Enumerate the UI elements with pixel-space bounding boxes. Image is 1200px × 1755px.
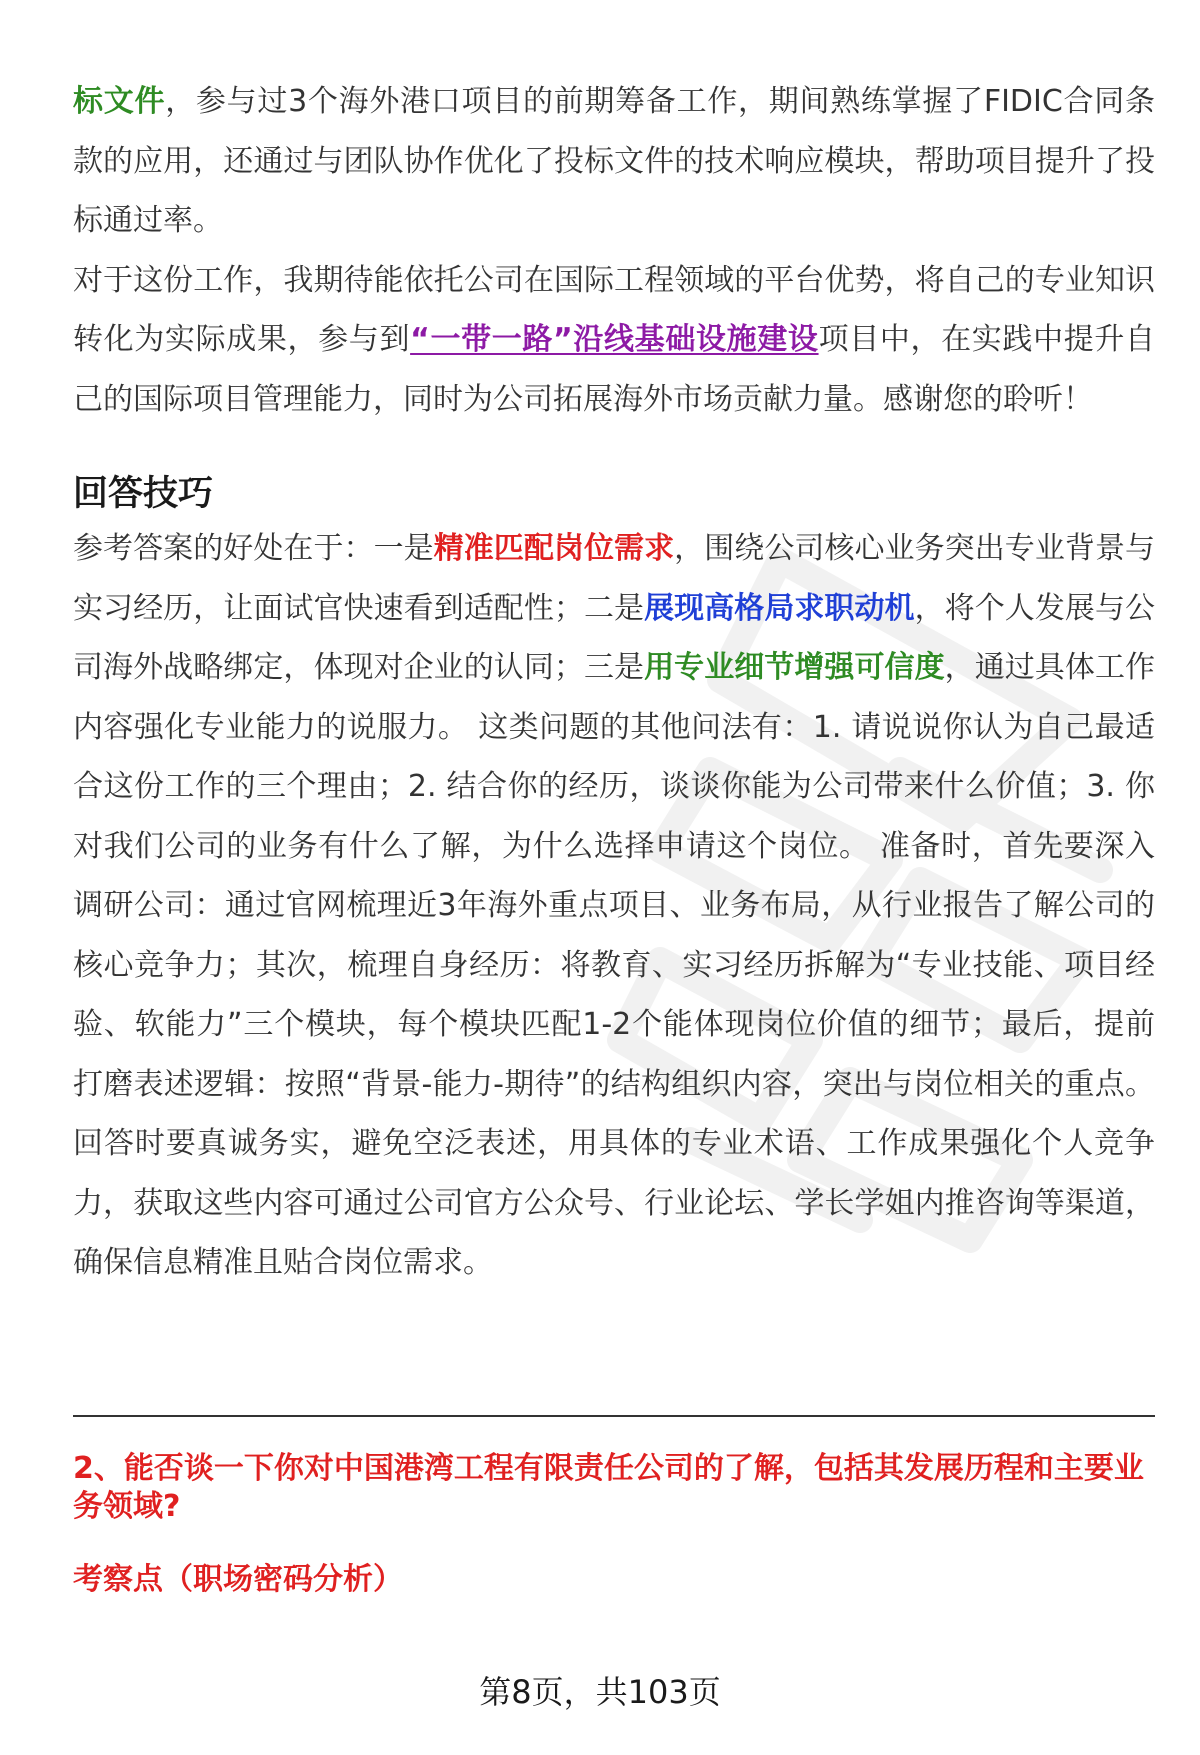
question-2-heading: 2、能否谈一下你对中国港湾工程有限责任公司的了解，包括其发展历程和主要业务领域? — [73, 1451, 1144, 1524]
paragraph-3-text-3: ，将个人发展与公司海外战略绑定，体现对企业的认同；三是 — [73, 590, 1156, 685]
main-content — [73, 72, 1155, 1293]
highlight-match-job: 精准匹配岗位需求 — [433, 531, 675, 566]
highlight-belt-and-road: “一带一路”沿线基础设施建设 — [410, 322, 819, 357]
highlight-bid-document: 标文件 — [73, 84, 166, 119]
paragraph-2-text-before: 对于这份工作，我期待能依托公司在国际工程领域的平台优势，将自己的专业知识转化为实际成果，参与到 — [73, 262, 1155, 357]
paragraph-3-text-1: 参考答案的好处在于：一是 — [73, 531, 434, 566]
section-divider — [73, 1415, 1155, 1417]
page-number-footer: 第8页，共103页 — [479, 1673, 721, 1711]
paragraph-2 — [73, 251, 1155, 430]
highlight-credibility: 用专业细节增强可信度 — [644, 650, 945, 685]
paragraph-3-text-2: ，围绕公司核心业务突出专业背景与实习经历，让面试官快速看到适配性；二是 — [73, 531, 1156, 626]
paragraph-3 — [73, 519, 1155, 1293]
paragraph-1-text: ，参与过3个海外港口项目的前期筹备工作，期间熟练掌握了FIDIC合同条款的应用，还通过与团队协作优化了投标文件的技术响应模块，帮助项目提升了投标通过率。 — [73, 84, 1156, 238]
paragraph-2-text-after: 项目中，在实践中提升自己的国际项目管理能力，同时为公司拓展海外市场贡献力量。感谢您的聆听！ — [73, 322, 1156, 417]
paragraph-3-text-4: ，通过具体工作内容强化专业能力的说服力。 这类问题的其他问法有：1. 请说说你认为自己最适合这份工作的三个理由；2. 结合你的经历，谈谈你能为公司带来什么价值；3. 你对我们公司的业务有什么了解，为什么选择申请这个岗位。 准备时，首先要深入调研公司：通过官网梳理近3年海外重点项目、业务布局，从行业报告了解公司的核心竞争力；其次，梳理自身经历：将教育、实习经历拆解为“专业技能、项目经验、软能力”三个模块，每个模块匹配1-2个能体现岗位价值的细节；最后，提前打磨表述逻辑：按照“背景-能力-期待”的结构组织内容，突出与岗位相关的重点。回答时要真诚务实，避免空泛表述，用具体的专业术语、工作成果强化个人竞争力，获取这些内容可通过公司官方公众号、行业论坛、学长学姐内推咨询等渠道，确保信息精准且贴合岗位需求。 — [73, 650, 1156, 1280]
assessment-point-heading: 考察点（职场密码分析） — [73, 1562, 403, 1597]
highlight-motivation: 展现高格局求职动机 — [644, 590, 915, 626]
section-heading-answer-tips: 回答技巧 — [73, 474, 214, 514]
paragraph-1 — [73, 72, 1155, 251]
